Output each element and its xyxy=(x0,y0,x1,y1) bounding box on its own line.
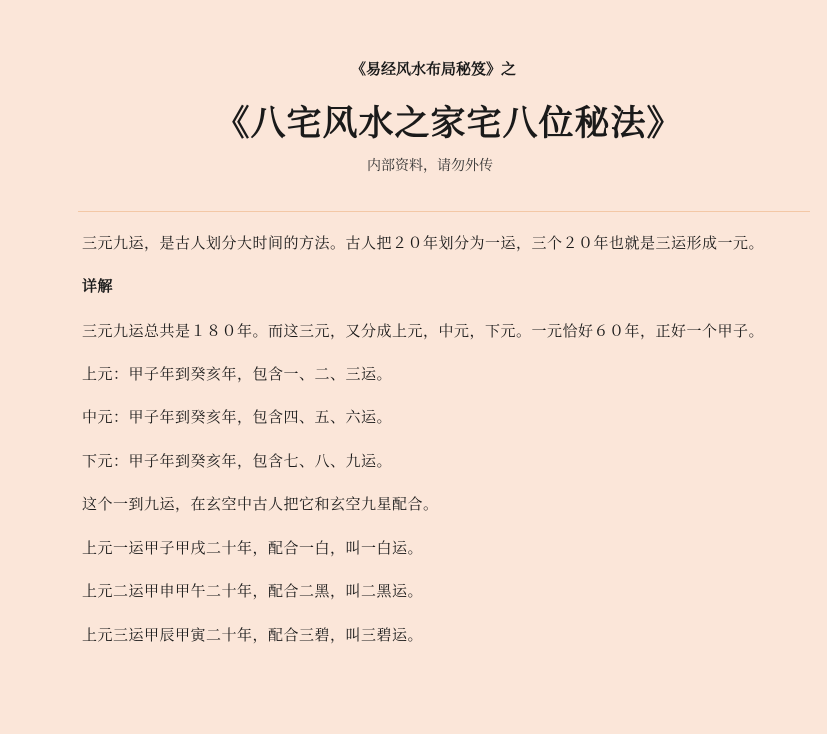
paragraph: 上元一运甲子甲戌二十年，配合一白，叫一白运。 xyxy=(82,538,424,557)
divider xyxy=(78,211,810,212)
subtitle: 内部资料，请勿外传 xyxy=(367,158,493,174)
series-title: 《易经风水布局秘笈》之 xyxy=(350,60,516,78)
paragraph: 下元：甲子年到癸亥年，包含七、八、九运。 xyxy=(82,451,393,470)
paragraph: 这个一到九运，在玄空中古人把它和玄空九星配合。 xyxy=(82,495,439,513)
paragraph: 三元九运总共是１８０年。而这三元，又分成上元，中元，下元。一元恰好６０年，正好一个甲子。 xyxy=(82,321,765,340)
paragraph-intro: 三元九运，是古人划分大时间的方法。古人把２０年划分为一运，三个２０年也就是三运形成一元。 xyxy=(82,234,765,252)
page-title: 《八宅风水之家宅八位秘法》 xyxy=(214,104,683,144)
section-heading: 详解 xyxy=(82,277,114,295)
paragraph: 上元：甲子年到癸亥年，包含一、二、三运。 xyxy=(82,364,393,383)
paragraph: 上元三运甲辰甲寅二十年，配合三碧，叫三碧运。 xyxy=(82,625,424,644)
paragraph: 中元：甲子年到癸亥年，包含四、五、六运。 xyxy=(82,408,393,426)
document-body xyxy=(52,221,792,657)
paragraph: 上元二运甲申甲午二十年，配合二黑，叫二黑运。 xyxy=(82,582,424,600)
